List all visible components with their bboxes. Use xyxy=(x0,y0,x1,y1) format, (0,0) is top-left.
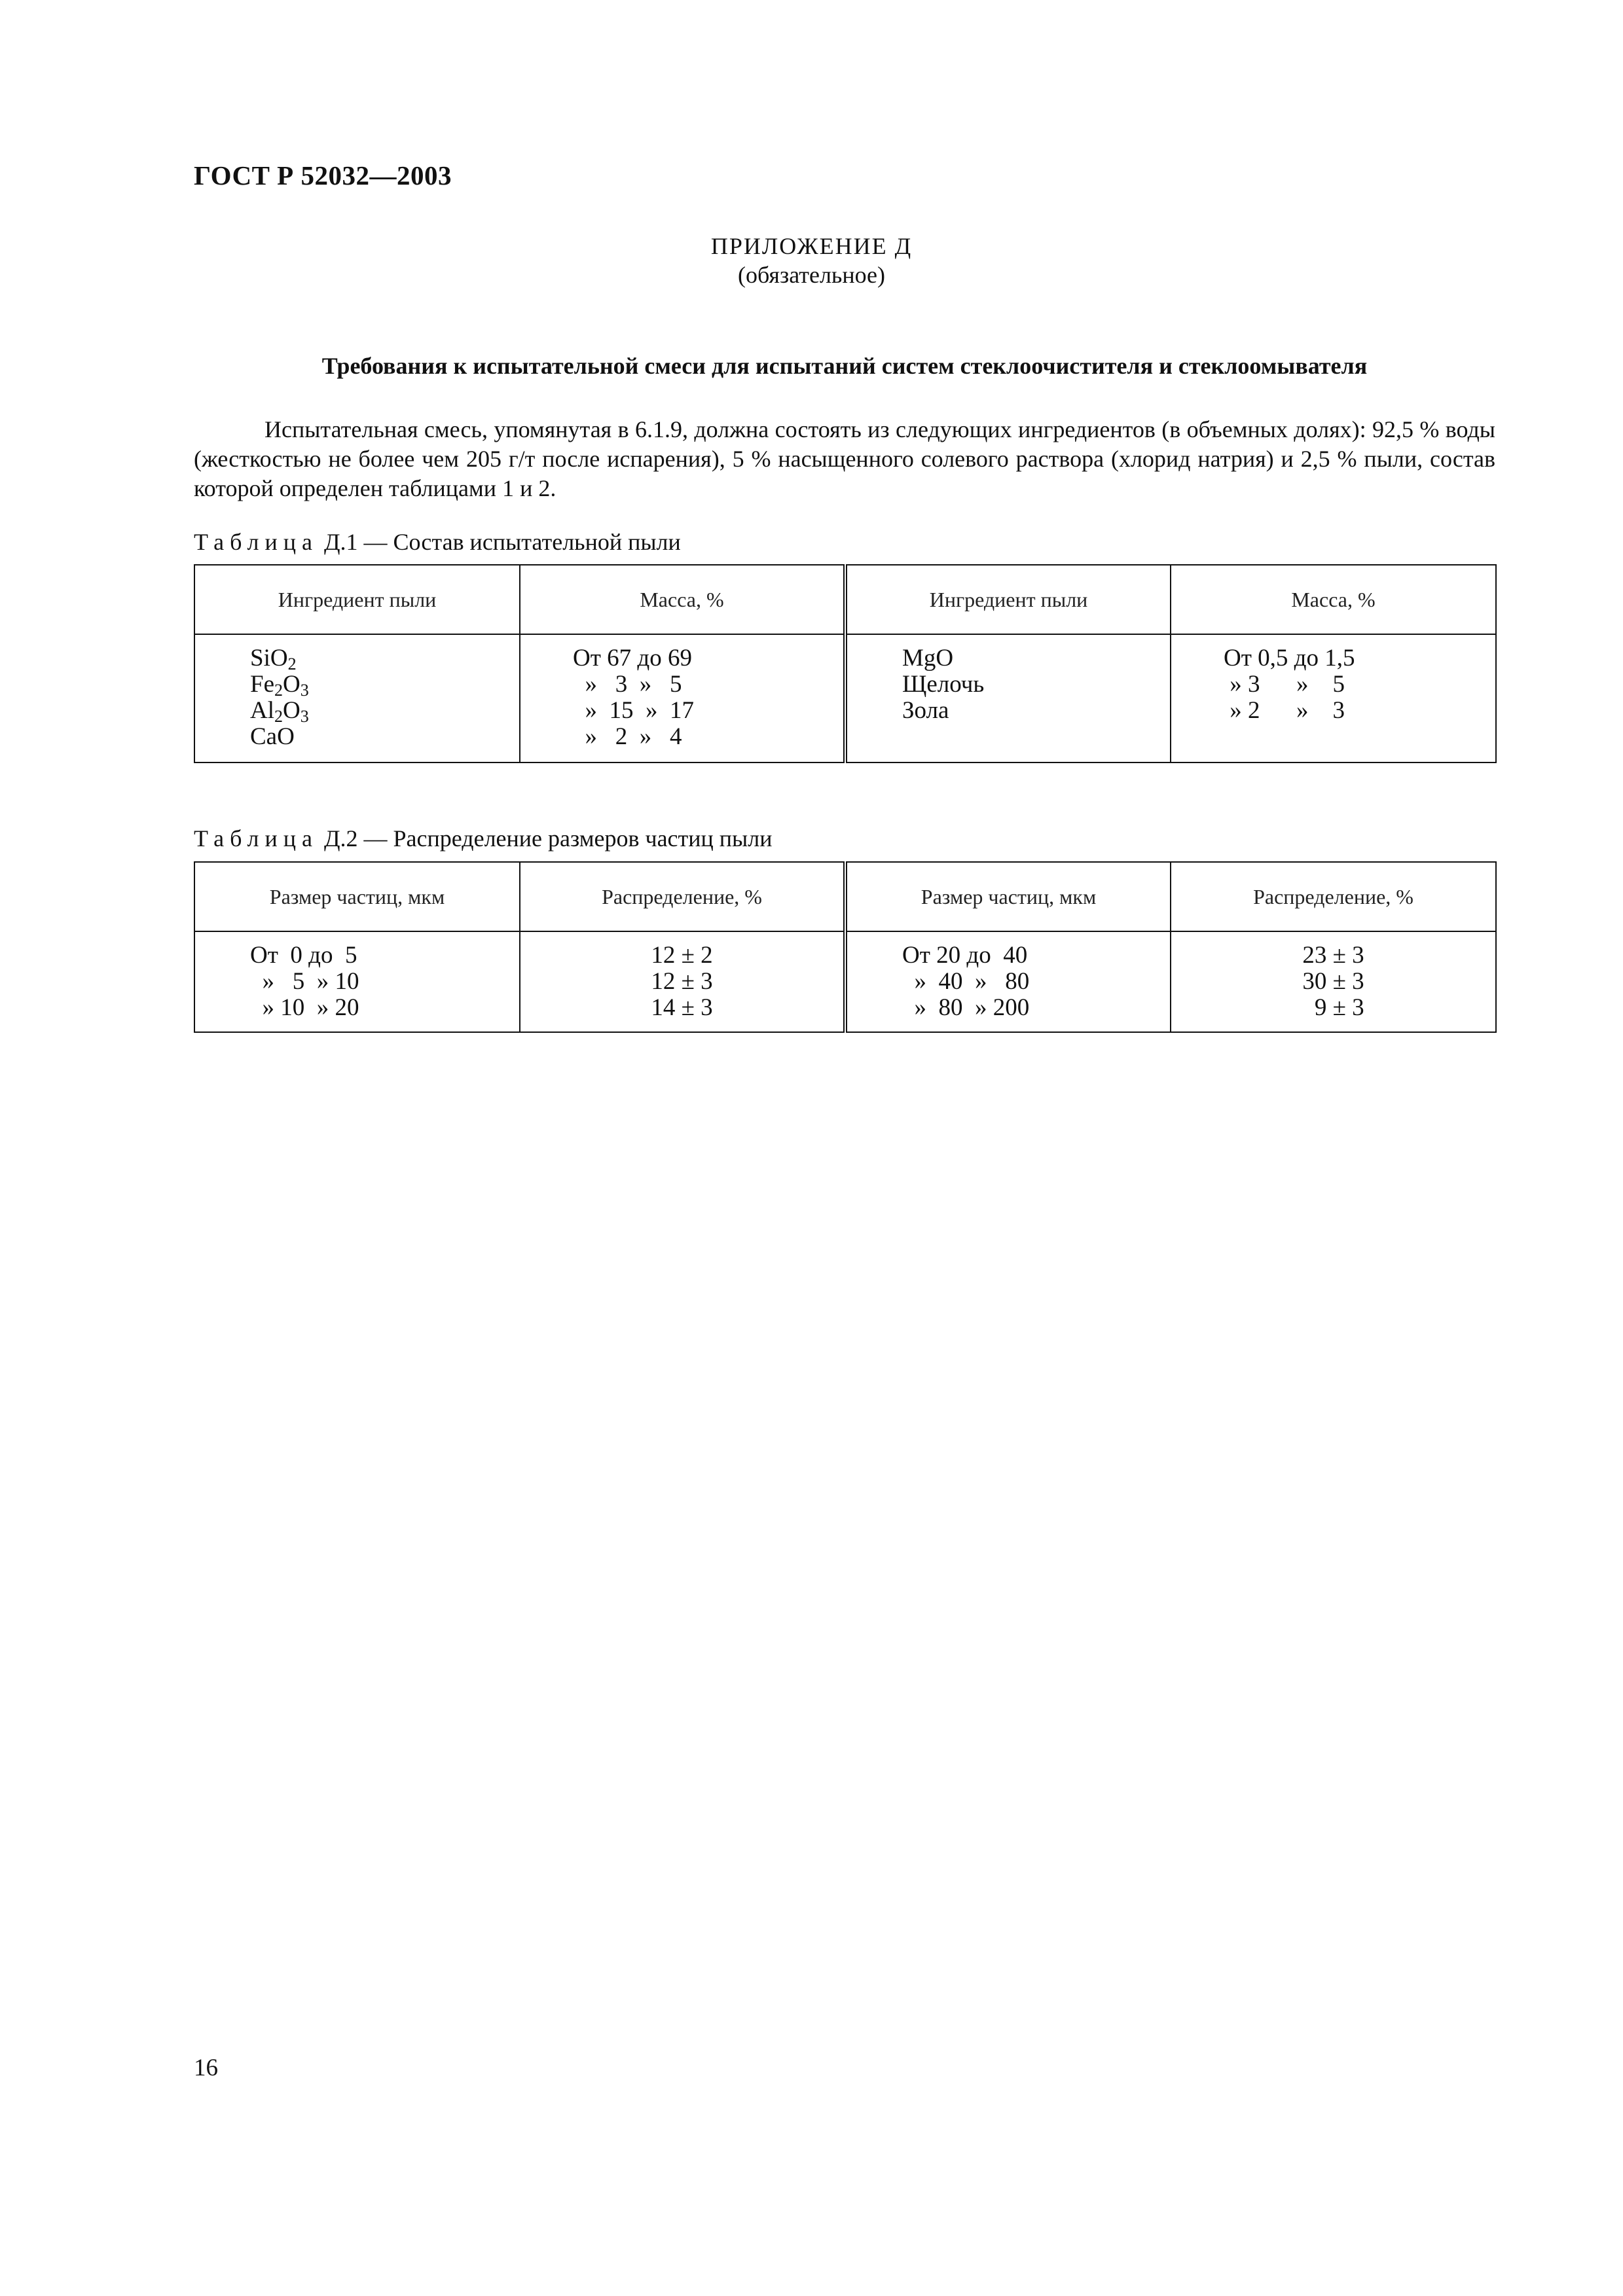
distribution-value: 9 ± 3 xyxy=(1314,994,1364,1021)
distribution-value: 12 ± 2 xyxy=(651,942,713,969)
ingredient-name: MgO xyxy=(902,645,954,672)
ingredient-name: Щелочь xyxy=(902,671,985,698)
mass-value: » 3 » 5 xyxy=(1224,671,1345,698)
distribution-value: 30 ± 3 xyxy=(1302,968,1364,995)
page-number: 16 xyxy=(194,2054,218,2081)
table1-caption-text: Д.1 — Состав испытательной пыли xyxy=(318,529,681,555)
table2-caption-text: Д.2 — Распределение размеров частиц пыли xyxy=(318,825,773,852)
appendix-status: (обязательное) xyxy=(738,262,885,288)
size-cell-right xyxy=(845,931,1171,1032)
mass-value: » 3 » 5 xyxy=(573,671,682,698)
table-header-row xyxy=(194,565,1496,634)
table2-caption xyxy=(194,825,772,852)
size-range: » 40 » 80 xyxy=(902,968,1030,995)
size-range: От 0 до 5 xyxy=(250,942,357,969)
ingredient-formula: $Al_2O_3$ xyxy=(250,697,309,726)
appendix-label: ПРИЛОЖЕНИЕ Д xyxy=(710,233,913,259)
mass-value: От 0,5 до 1,5 xyxy=(1224,645,1355,672)
size-range: » 80 » 200 xyxy=(902,994,1030,1021)
ingredient-cell-right xyxy=(845,634,1171,762)
dust-composition-table xyxy=(194,564,1497,763)
mass-value: От 67 до 69 xyxy=(573,645,692,672)
table-header-cell: Размер частиц, мкм xyxy=(194,862,520,931)
ingredient-cell-left xyxy=(194,634,520,762)
distribution-value: 23 ± 3 xyxy=(1302,942,1364,969)
table-header-row xyxy=(194,862,1496,931)
ingredient-formula: SiO$_2$ xyxy=(250,645,297,673)
table1-caption-word: Таблица xyxy=(194,529,318,555)
document-code: ГОСТ Р 52032—2003 xyxy=(194,160,452,190)
mass-cell-right xyxy=(1171,634,1496,762)
table-header-cell: Распределение, % xyxy=(520,862,845,931)
table-header-cell: Масса, % xyxy=(520,565,845,634)
particle-size-table xyxy=(194,861,1497,1033)
distribution-value: 12 ± 3 xyxy=(651,968,713,995)
size-range: » 5 » 10 xyxy=(250,968,359,995)
requirements-title: Требования к испытательной смеси для испытаний систем стеклоочистителя и стеклоомывателя xyxy=(321,353,1368,379)
table-header-cell: Распределение, % xyxy=(1171,862,1496,931)
table-row xyxy=(194,931,1496,1032)
distribution-cell-left xyxy=(520,931,845,1032)
appendix-heading xyxy=(0,232,1623,289)
table-header-cell: Ингредиент пыли xyxy=(194,565,520,634)
ingredient-formula: CaO xyxy=(250,723,295,750)
distribution-value: 14 ± 3 xyxy=(651,994,713,1021)
ingredient-name: Зола xyxy=(902,697,949,724)
mass-value: » 2 » 4 xyxy=(573,723,682,750)
ingredient-formula: $Fe_2O_3$ xyxy=(250,671,309,700)
table-header-cell: Ингредиент пыли xyxy=(845,565,1171,634)
mass-cell-left xyxy=(520,634,845,762)
table-header-cell: Размер частиц, мкм xyxy=(845,862,1171,931)
mass-value: » 15 » 17 xyxy=(573,697,694,724)
table-header-cell: Масса, % xyxy=(1171,565,1496,634)
size-cell-left xyxy=(194,931,520,1032)
distribution-cell-right xyxy=(1171,931,1496,1032)
size-range: » 10 » 20 xyxy=(250,994,359,1021)
intro-paragraph: Испытательная смесь, упомянутая в 6.1.9, должна состоять из следующих ингредиентов (в объемных долях): 92,5 % воды (жесткостью не более чем 205 г/т после испарения), 5 % насыщенного солевого раствора (хлорид натрия) и 2,5 % пыли, состав которой определен таблицами 1 и 2. xyxy=(194,416,1495,501)
size-range: От 20 до 40 xyxy=(902,942,1028,969)
table2-caption-word: Таблица xyxy=(194,825,318,852)
mass-value: » 2 » 3 xyxy=(1224,697,1345,724)
table-row xyxy=(194,634,1496,762)
table1-caption xyxy=(194,528,681,556)
